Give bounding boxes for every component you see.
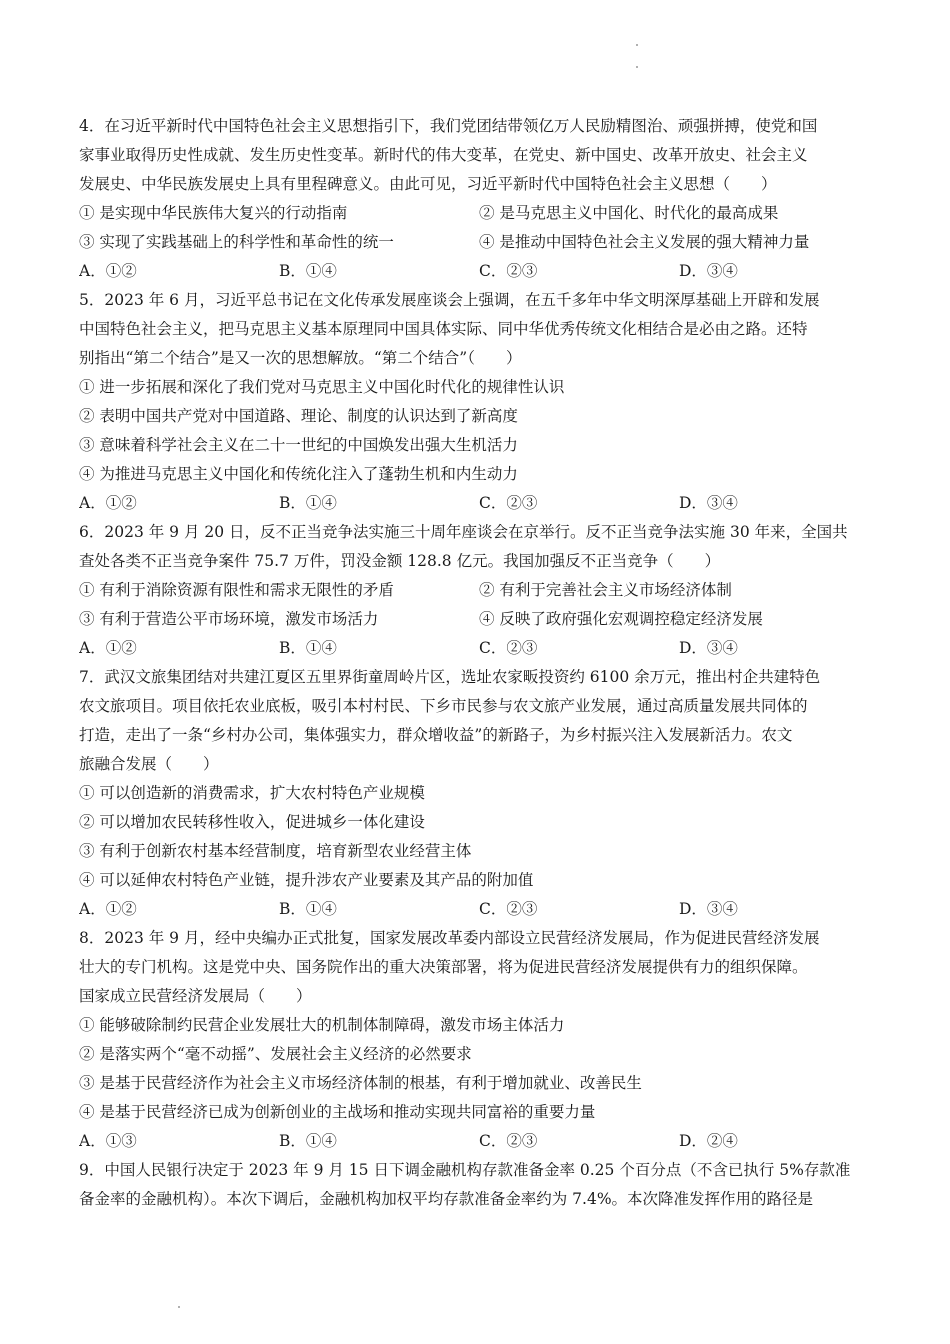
- option-b[interactable]: B．①④: [279, 900, 337, 918]
- option-d[interactable]: D．③④: [679, 262, 738, 280]
- option-b[interactable]: B．①④: [279, 639, 337, 657]
- question-stem-line: 农文旅项目。项目依托农业底板，吸引本村村民、下乡市民参与农文旅产业发展，通过高质量发展共同体的: [79, 697, 808, 715]
- option-d[interactable]: D．③④: [679, 900, 738, 918]
- question-stem-line: 壮大的专门机构。这是党中央、国务院作出的重大决策部署，将为促进民营经济发展提供有力的组织保障。: [79, 958, 808, 976]
- option-a[interactable]: A．①②: [79, 262, 137, 280]
- question-stem-line: 备金率的金融机构）。本次下调后，金融机构加权平均存款准备金率约为 7.4%。本次降准发挥作用的路径是: [79, 1190, 814, 1208]
- question-stem-line: 家事业取得历史性成就、发生历史性变革。新时代的伟大变革，在党史、新中国史、改革开放史、社会主义: [79, 146, 808, 164]
- question-stem-line: 发展史、中华民族发展史上具有里程碑意义。由此可见，习近平新时代中国特色社会主义思想（ ）: [79, 175, 777, 193]
- scan-dot: [178, 1306, 180, 1308]
- option-a[interactable]: A．①③: [79, 1132, 137, 1150]
- question-stem-line: 中国特色社会主义，把马克思主义基本原理同中国具体实际、同中华优秀传统文化相结合是必由之路。还特: [79, 320, 808, 338]
- scan-dot: [636, 44, 638, 46]
- question-stem-line: 查处各类不正当竞争案件 75.7 万件，罚没金额 128.8 亿元。我国加强反不正当竞争（ ）: [79, 552, 721, 570]
- question-8: [79, 924, 879, 1156]
- option-d[interactable]: D．②④: [679, 1132, 738, 1150]
- statement-2: ② 是马克思主义中国化、时代化的最高成果: [479, 204, 779, 222]
- question-6: [79, 518, 879, 663]
- statement-4: ④ 是基于民营经济已成为创新创业的主战场和推动实现共同富裕的重要力量: [79, 1103, 596, 1121]
- statement-1: ① 有利于消除资源有限性和需求无限性的矛盾: [79, 581, 394, 599]
- statement-4: ④ 为推进马克思主义中国化和传统化注入了蓬勃生机和内生动力: [79, 465, 518, 483]
- answer-options: [79, 895, 879, 924]
- question-7: [79, 663, 879, 924]
- question-stem-line: 9．中国人民银行决定于 2023 年 9 月 15 日下调金融机构存款准备金率 0.25 个百分点（不含已执行 5%存款准: [79, 1161, 851, 1179]
- question-stem-line: 5．2023 年 6 月，习近平总书记在文化传承发展座谈会上强调，在五千多年中华文明深厚基础上开辟和发展: [79, 291, 820, 309]
- question-9: [79, 1156, 879, 1214]
- question-stem-line: 别指出“第二个结合”是又一次的思想解放。“第二个结合”（ ）: [79, 349, 522, 367]
- question-stem-line: 国家成立民营经济发展局（ ）: [79, 987, 312, 1005]
- statement-3: ③ 是基于民营经济作为社会主义市场经济体制的根基，有利于增加就业、改善民生: [79, 1074, 642, 1092]
- option-d[interactable]: D．③④: [679, 639, 738, 657]
- statement-2: ② 表明中国共产党对中国道路、理论、制度的认识达到了新高度: [79, 407, 518, 425]
- option-c[interactable]: C．②③: [479, 900, 538, 918]
- option-c[interactable]: C．②③: [479, 1132, 538, 1150]
- option-a[interactable]: A．①②: [79, 900, 137, 918]
- option-c[interactable]: C．②③: [479, 494, 538, 512]
- statement-4: ④ 可以延伸农村特色产业链，提升涉农产业要素及其产品的附加值: [79, 871, 534, 889]
- option-b[interactable]: B．①④: [279, 262, 337, 280]
- question-stem-line: 8．2023 年 9 月，经中央编办正式批复，国家发展改革委内部设立民营经济发展局，作为促进民营经济发展: [79, 929, 820, 947]
- answer-options: [79, 1127, 879, 1156]
- statement-4: ④ 反映了政府强化宏观调控稳定经济发展: [479, 610, 763, 628]
- option-a[interactable]: A．①②: [79, 494, 137, 512]
- answer-options: [79, 489, 879, 518]
- option-c[interactable]: C．②③: [479, 262, 538, 280]
- answer-options: [79, 634, 879, 663]
- question-stem-line: 打造，走出了一条“乡村办公司，集体强实力，群众增收益”的新路子，为乡村振兴注入发展新活力。农文: [79, 726, 793, 744]
- option-b[interactable]: B．①④: [279, 1132, 337, 1150]
- statement-3: ③ 有利于创新农村基本经营制度，培育新型农业经营主体: [79, 842, 472, 860]
- option-b[interactable]: B．①④: [279, 494, 337, 512]
- question-stem-line: 6．2023 年 9 月 20 日，反不正当竞争法实施三十周年座谈会在京举行。反不正当竞争法实施 30 年来，全国共: [79, 523, 848, 541]
- statement-3: ③ 意味着科学社会主义在二十一世纪的中国焕发出强大生机活力: [79, 436, 518, 454]
- statement-4: ④ 是推动中国特色社会主义发展的强大精神力量: [479, 233, 810, 251]
- question-stem-line: 7．武汉文旅集团结对共建江夏区五里界街童周岭片区，选址农家畈投资约 6100 余万元，推出村企共建特色: [79, 668, 821, 686]
- statement-2: ② 是落实两个“毫不动摇”、发展社会主义经济的必然要求: [79, 1045, 472, 1063]
- statement-2: ② 有利于完善社会主义市场经济体制: [479, 581, 732, 599]
- question-4: [79, 112, 879, 286]
- option-d[interactable]: D．③④: [679, 494, 738, 512]
- question-stem-line: 旅融合发展（ ）: [79, 755, 219, 773]
- statement-1: ① 能够破除制约民营企业发展壮大的机制体制障碍，激发市场主体活力: [79, 1016, 565, 1034]
- exam-page: [79, 112, 879, 1214]
- statement-3: ③ 实现了实践基础上的科学性和革命性的统一: [79, 233, 394, 251]
- statement-1: ① 可以创造新的消费需求，扩大农村特色产业规模: [79, 784, 425, 802]
- statement-3: ③ 有利于营造公平市场环境，激发市场活力: [79, 610, 379, 628]
- answer-options: [79, 257, 879, 286]
- statement-1: ① 是实现中华民族伟大复兴的行动指南: [79, 204, 348, 222]
- option-c[interactable]: C．②③: [479, 639, 538, 657]
- question-5: [79, 286, 879, 518]
- option-a[interactable]: A．①②: [79, 639, 137, 657]
- question-stem-line: 4．在习近平新时代中国特色社会主义思想指引下，我们党团结带领亿万人民励精图治、顽强拼搏，使党和国: [79, 117, 818, 135]
- statement-1: ① 进一步拓展和深化了我们党对马克思主义中国化时代化的规律性认识: [79, 378, 565, 396]
- scan-dot: [636, 66, 638, 68]
- statement-2: ② 可以增加农民转移性收入，促进城乡一体化建设: [79, 813, 425, 831]
